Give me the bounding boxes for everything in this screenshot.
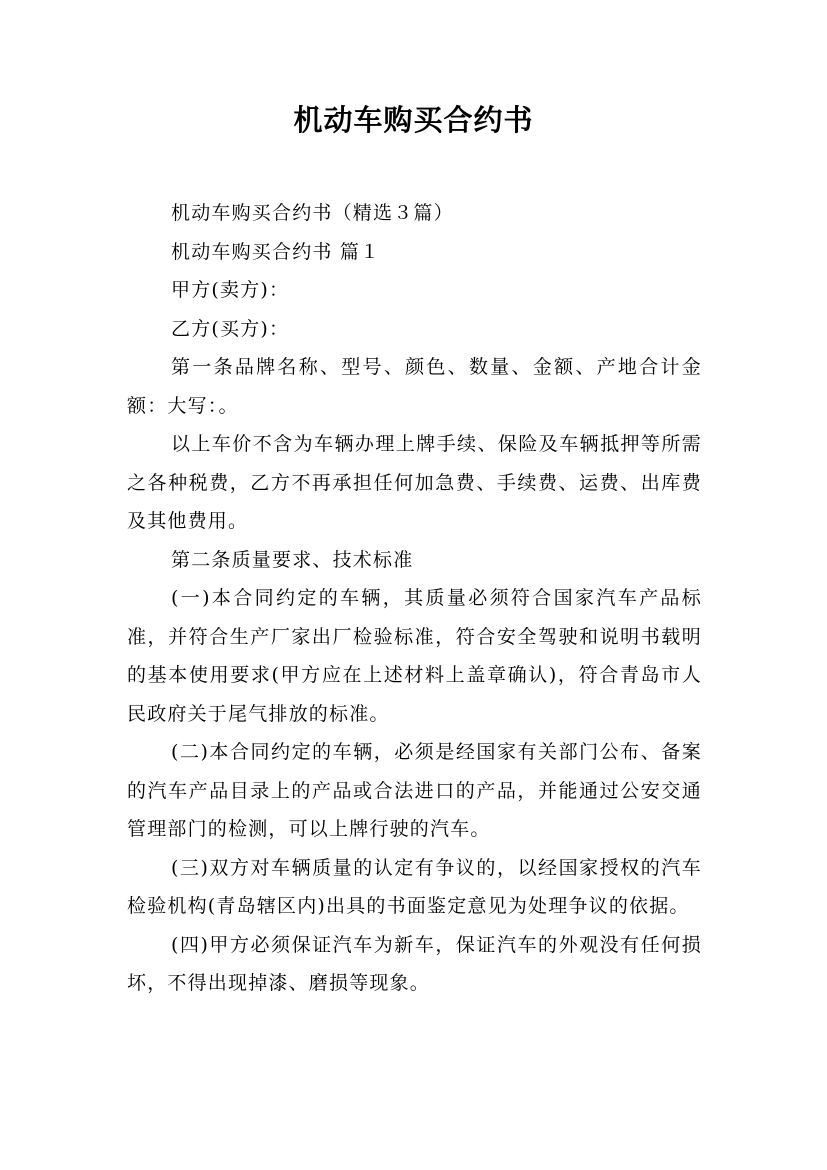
paragraph-article-2: 第二条质量要求、技术标准 — [171, 548, 414, 571]
paragraph-clause-3: (三)双方对车辆质量的认定有争议的，以经国家授权的汽车检验机构(青岛辖区内)出具的书面鉴定意见为处理争议的依据。 — [127, 856, 702, 917]
document-title: 机动车购买合约书 — [293, 103, 534, 137]
paragraph-clause-4: (四)甲方必须保证汽车为新车，保证汽车的外观没有任何损坏，不得出现掉漆、磨损等现象。 — [127, 933, 702, 994]
paragraph-clause-1: (一)本合同约定的车辆，其质量必须符合国家汽车产品标准，并符合生产厂家出厂检验标准，符合安全驾驶和说明书载明的基本使用要求(甲方应在上述材料上盖章确认)，符合青岛市人民政府关于尾气排放的标准。 — [127, 587, 702, 725]
paragraph-price-note: 以上车价不含为车辆办理上牌手续、保险及车辆抵押等所需之各种税费，乙方不再承担任何加急费、手续费、运费、出库费及其他费用。 — [127, 433, 702, 532]
paragraph-section-heading: 机动车购买合约书 篇１ — [171, 240, 381, 263]
document-body — [127, 194, 702, 1003]
paragraph-party-b: 乙方(买方)： — [171, 317, 290, 340]
paragraph-clause-2: (二)本合同约定的车辆，必须是经国家有关部门公布、备案的汽车产品目录上的产品或合法进口的产品，并能通过公安交通管理部门的检测，可以上牌行驶的汽车。 — [127, 741, 702, 840]
paragraph-subtitle: 机动车购买合约书（精选３篇） — [171, 202, 454, 224]
paragraph-article-1: 第一条品牌名称、型号、颜色、数量、金额、产地合计金额：大写：。 — [127, 356, 702, 417]
paragraph-party-a: 甲方(卖方)： — [171, 279, 290, 301]
